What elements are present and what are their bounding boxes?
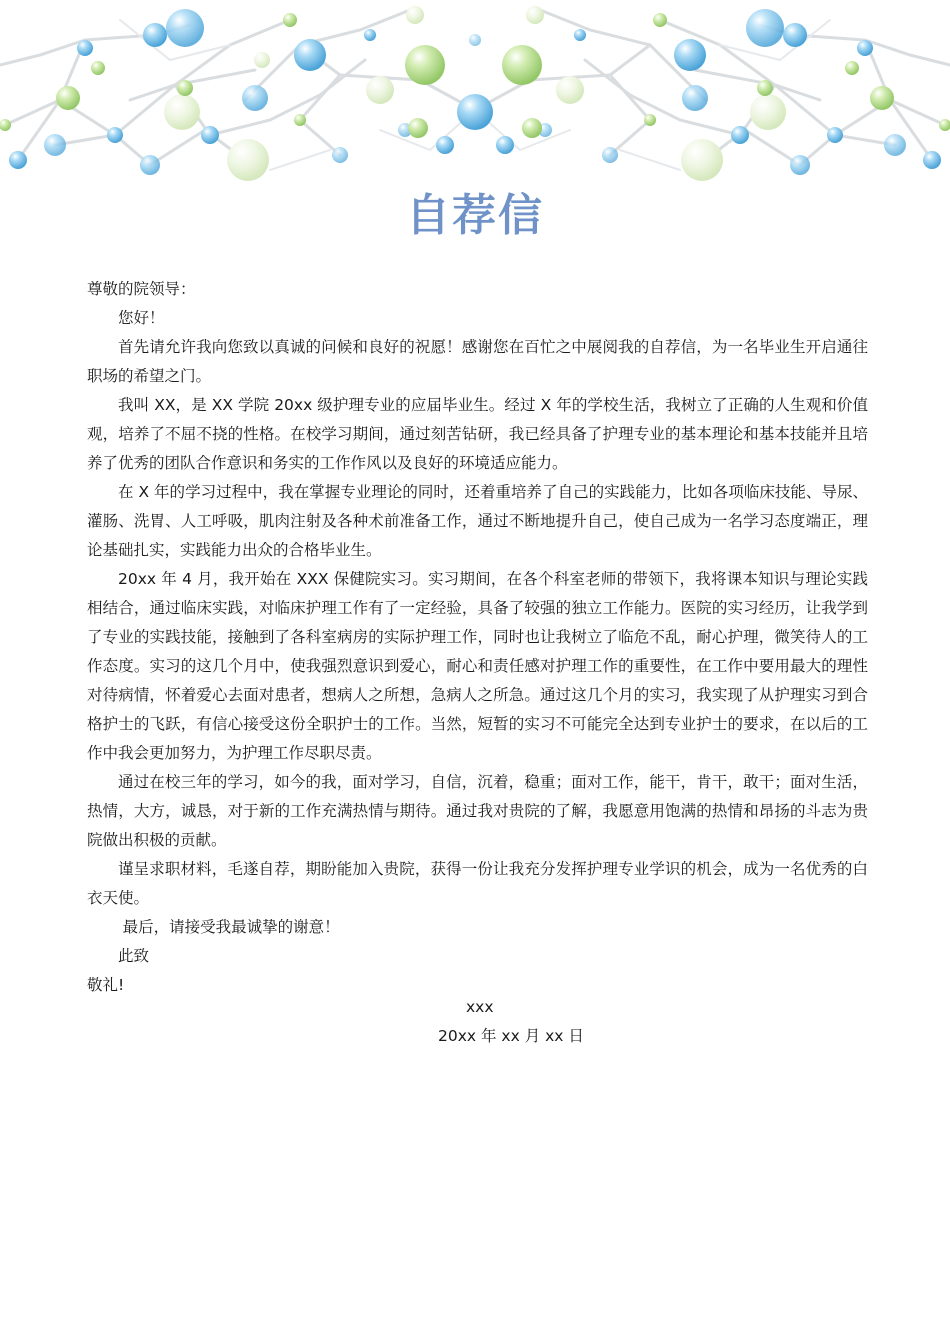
closing-thanks: 最后，请接受我最诚挚的谢意！ [122, 918, 340, 936]
closing-regards: 敬礼! [87, 976, 125, 994]
signature-date: 20xx 年 xx 月 xx 日 [438, 1027, 584, 1045]
salutation: 尊敬的院领导： [87, 280, 196, 298]
molecule-decoration [0, 0, 950, 185]
paragraph: 我叫 XX，是 XX 学院 20xx 级护理专业的应届毕业生。经过 X 年的学校生活，我树立了正确的人生观和价值观，培养了不屈不挠的性格。在校学习期间，通过刻苦钻研，我已经具备了护理专业的基本理论和基本技能并且培养了优秀的团队合作意识和务实的工作作风以及良好的环境适应能力。 [87, 396, 868, 472]
greeting: 您好！ [118, 309, 165, 327]
paragraph: 20xx 年 4 月，我开始在 XXX 保健院实习。实习期间，在各个科室老师的带领下，我将课本知识与理论实践相结合，通过临床实践，对临床护理工作有了一定经验，具备了较强的独立工作能力。医院的实习经历，让我学到了专业的实践技能，接触到了各科室病房的实际护理工作，同时也让我树立了临危不乱，耐心护理，微笑待人的工作态度。实习的这几个月中，使我强烈意识到爱心，耐心和责任感对护理工作的重要性，在工作中要用最大的理性对待病情，怀着爱心去面对患者，想病人之所想，急病人之所急。通过这几个月的实习，我实现了从护理实习到合格护士的飞跃，有信心接受这份全职护士的工作。当然，短暂的实习不可能完全达到专业护士的要求，在以后的工作中我会更加努力，为护理工作尽职尽责。 [87, 570, 868, 762]
paragraph: 首先请允许我向您致以真诚的问候和良好的祝愿！感谢您在百忙之中展阅我的自荐信，为一名毕业生开启通往职场的希望之门。 [87, 338, 868, 385]
paragraph: 谨呈求职材料，毛遂自荐，期盼能加入贵院，获得一份让我充分发挥护理专业学识的机会，成为一名优秀的白衣天使。 [87, 860, 868, 907]
paragraph: 通过在校三年的学习，如今的我，面对学习，自信，沉着，稳重；面对工作，能干，肯干，敢干；面对生活，热情，大方，诚恳，对于新的工作充满热情与期待。通过我对贵院的了解，我愿意用饱满的热情和昂扬的斗志为贵院做出积极的贡献。 [87, 773, 868, 849]
closing-salute: 此致 [118, 947, 150, 965]
letter-body [87, 275, 868, 1000]
signature-name: xxx [466, 998, 494, 1016]
paragraph: 在 X 年的学习过程中，我在掌握专业理论的同时，还着重培养了自己的实践能力，比如各项临床技能、导尿、灌肠、洗胃、人工呼吸，肌肉注射及各种术前准备工作，通过不断地提升自己，使自己成为一名学习态度端正，理论基础扎实，实践能力出众的合格毕业生。 [87, 483, 868, 559]
page-title: 自荐信 [406, 190, 544, 241]
